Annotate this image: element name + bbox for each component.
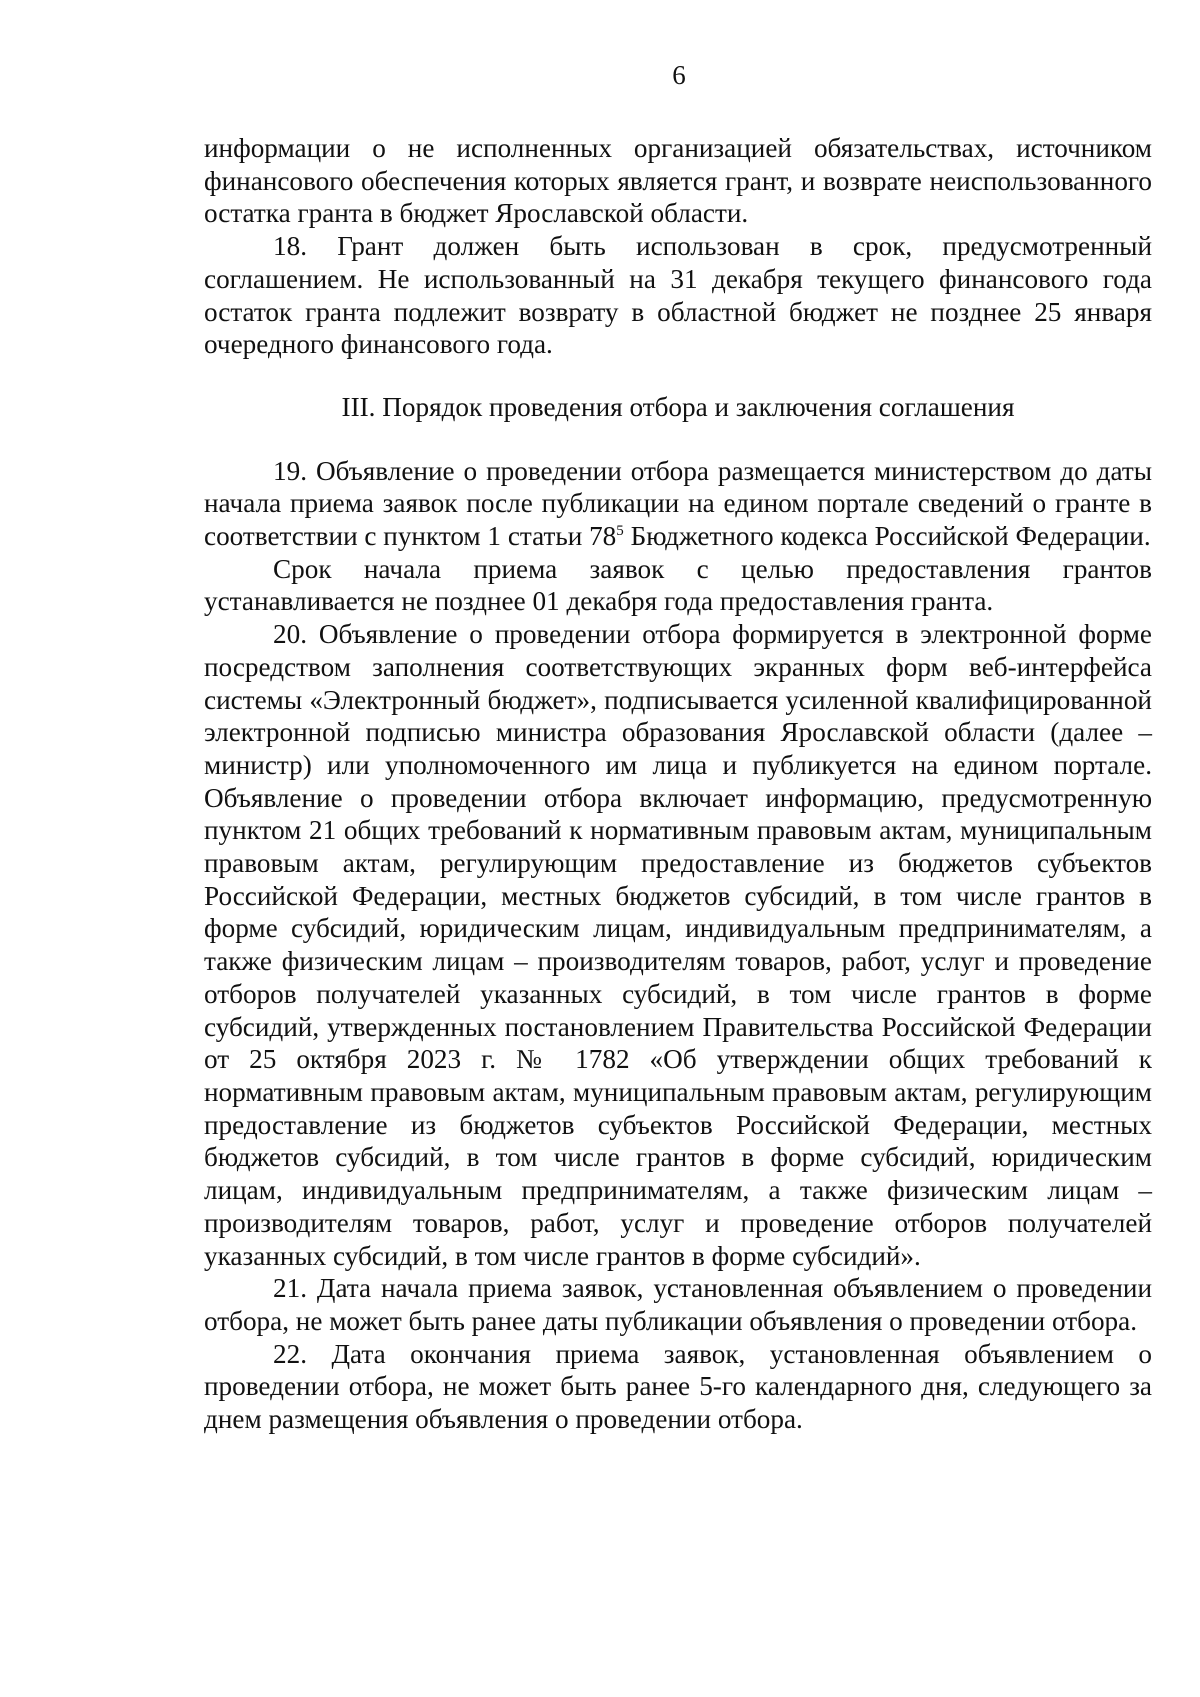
paragraph-18: 18. Грант должен быть использован в срок, предусмотренный соглашением. Не использованный на 31 декабря текущего финансового года остаток гранта подлежит возврату в областной бюджет не позднее 25 января очередного финансового года. — [204, 231, 1152, 360]
paragraph-19-second: Срок начала приема заявок с целью предоставления грантов устанавливается не позднее 01 декабря года предоставления гранта. — [204, 553, 1152, 617]
document-body — [204, 132, 1152, 1436]
paragraph-19-text-b: Бюджетного кодекса Российской Федерации. — [623, 521, 1151, 552]
section-heading: III. Порядок проведения отбора и заключения соглашения — [341, 391, 1015, 422]
page-number: 6 — [672, 60, 686, 90]
paragraph-17-continuation: информации о не исполненных организацией обязательствах, источником финансового обеспечения которых является грант, и возврате неиспользованного остатка гранта в бюджет Ярославской области. — [204, 133, 1152, 229]
paragraph-20: 20. Объявление о проведении отбора формируется в электронной форме посредством заполнения соответствующих экранных форм веб-интерфейса системы «Электронный бюджет», подписывается усиленной квалифицированной электронной подписью министра образования Ярославской области (далее – министр) или уполномоченного им лица и публикуется на едином портале. Объявление о проведении отбора включает информацию, предусмотренную пунктом 21 общих требований к нормативным правовым актам, муниципальным правовым актам, регулирующим предоставление из бюджетов субъектов Российской Федерации, местных бюджетов субсидий, в том числе грантов в форме субсидий, юридическим лицам, индивидуальным предпринимателям, а также физическим лицам – производителям товаров, работ, услуг и проведение отборов получателей указанных субсидий, в том числе грантов в форме субсидий, утвержденных постановлением Правительства Российской Федерации от 25 октября 2023 г. № 1782 «Об утверждении общих требований к нормативным правовым актам, муниципальным правовым актам, регулирующим предоставление из бюджетов субъектов Российской Федерации, местных бюджетов субсидий, в том числе грантов в форме субсидий, юридическим лицам, индивидуальным предпринимателям, а также физическим лицам – производителям товаров, работ, услуг и проведение отборов получателей указанных субсидий, в том числе грантов в форме субсидий». — [204, 619, 1152, 1271]
paragraph-21: 21. Дата начала приема заявок, установленная объявлением о проведении отбора, не может быть ранее даты публикации объявления о проведении отбора. — [204, 1273, 1152, 1336]
paragraph-22: 22. Дата окончания приема заявок, установленная объявлением о проведении отбора, не может быть ранее 5-го календарного дня, следующего за днем размещения объявления о проведении отбора. — [204, 1338, 1152, 1435]
paragraph-19-text-a: 19. Объявление о проведении отбора размещается министерством до даты начала приема заявок после публикации на едином портале сведений о гранте в соответствии с пунктом 1 статьи 78 — [204, 455, 1152, 552]
article-superscript: 5 — [616, 523, 624, 540]
paragraph-19 — [204, 455, 1152, 553]
